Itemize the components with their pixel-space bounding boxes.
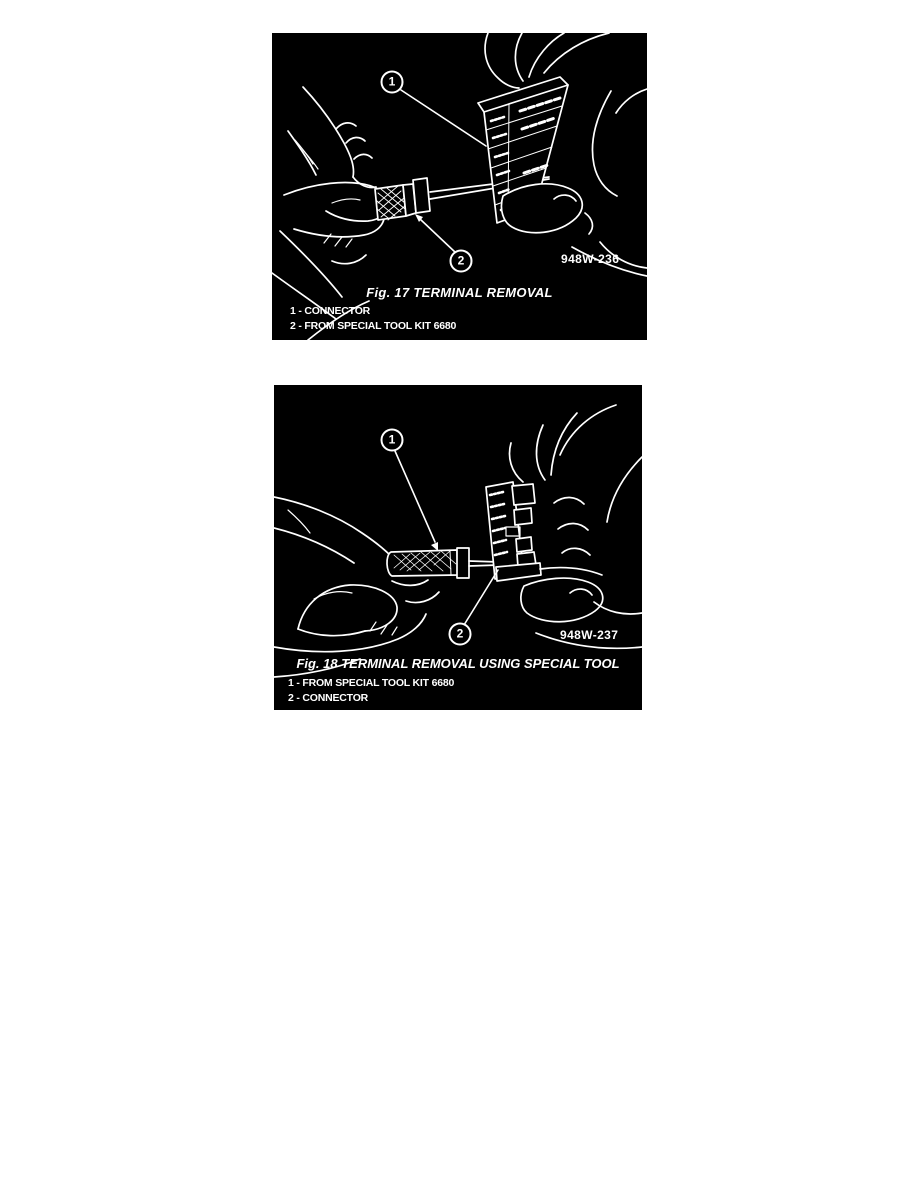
fig18-callout-1: 1 <box>381 429 404 452</box>
fig17-callout-2: 2 <box>450 250 473 273</box>
fig18-legend <box>288 676 454 706</box>
fig18-leader-lines <box>395 451 498 625</box>
fig17-legend <box>290 304 456 334</box>
figure-18-panel <box>274 385 642 710</box>
fig18-left-hand <box>274 497 439 677</box>
figure-17-panel <box>272 33 647 340</box>
fig18-legend-item-1: 1 - FROM SPECIAL TOOL KIT 6680 <box>288 677 455 689</box>
fig17-legend-item-2: 2 - FROM SPECIAL TOOL KIT 6680 <box>290 320 457 332</box>
fig18-connector <box>486 482 541 581</box>
fig17-legend-item-1: 1 - CONNECTOR <box>290 305 371 317</box>
fig17-connector <box>478 77 582 233</box>
fig17-left-hand <box>272 87 388 340</box>
fig17-callout-1: 1 <box>381 71 404 94</box>
fig18-legend-item-2: 2 - CONNECTOR <box>288 692 369 704</box>
fig18-right-hand <box>510 405 643 648</box>
fig18-callout-2: 2 <box>449 623 472 646</box>
fig17-leader-lines <box>401 90 486 253</box>
fig18-special-tool <box>387 548 499 578</box>
fig17-caption: Fig. 17 TERMINAL REMOVAL <box>366 285 553 300</box>
fig17-drawing-code: 948W-236 <box>561 252 620 266</box>
fig18-drawing-code: 948W-237 <box>560 628 619 642</box>
fig18-caption: Fig. 18 TERMINAL REMOVAL USING SPECIAL TOOL <box>296 656 620 671</box>
